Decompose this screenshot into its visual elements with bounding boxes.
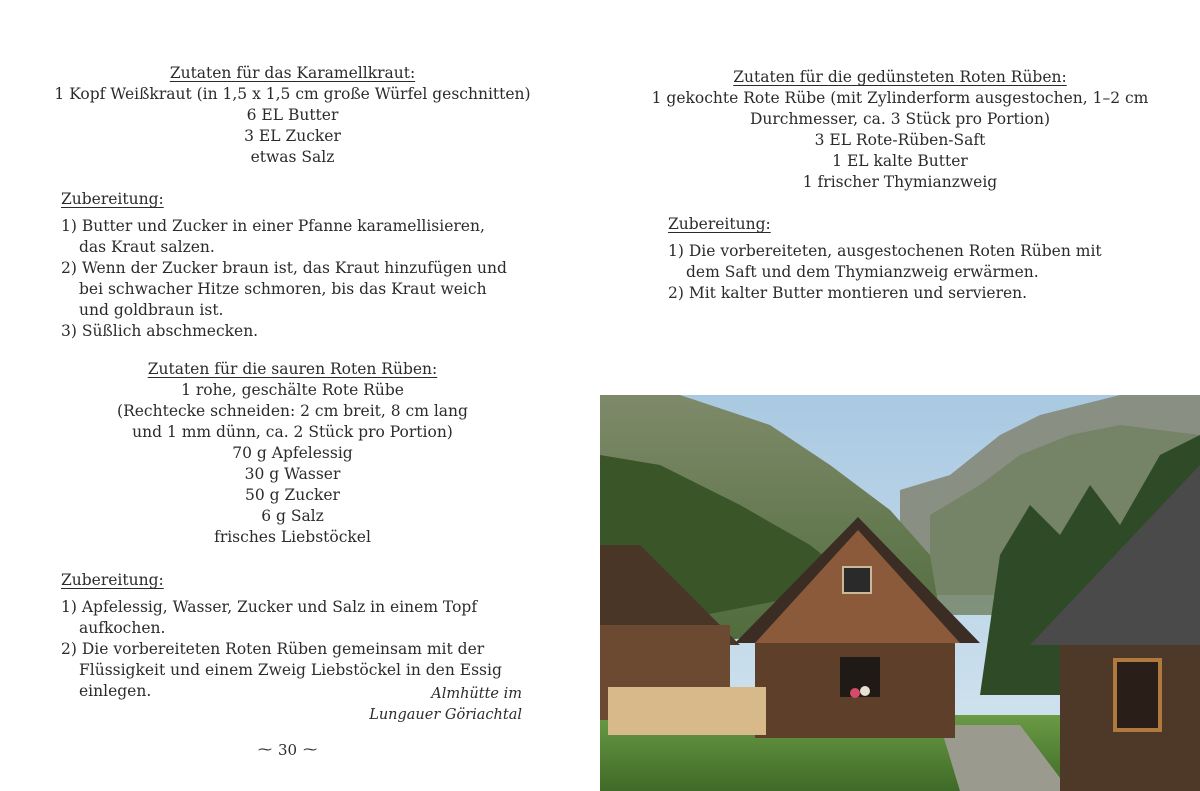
ingredient-line: 3 EL Rote-Rüben-Saft xyxy=(814,131,986,149)
ingredient-line: 1 rohe, geschälte Rote Rübe xyxy=(181,381,404,399)
step-item: 1) Butter und Zucker in einer Pfanne karamellisieren, das Kraut salzen. xyxy=(61,217,485,256)
step-item: 2) Wenn der Zucker braun ist, das Kraut hinzufügen und bei schwacher Hitze schmoren, bis das Kraut weich und goldbraun ist. xyxy=(61,259,507,319)
ornament-left-icon: ⁓ xyxy=(258,742,272,758)
ingredient-line: 6 EL Butter xyxy=(246,106,339,124)
photo-caption xyxy=(369,684,522,726)
photo-illustration xyxy=(600,395,1200,791)
ingredient-line: frisches Liebstöckel xyxy=(214,528,371,546)
gedunstet-ingredients xyxy=(640,66,1160,193)
ingredient-line: 1 Kopf Weißkraut (in 1,5 x 1,5 cm große Würfel geschnitten) xyxy=(54,85,531,103)
zubereitung-gedunstet xyxy=(668,214,1138,304)
ingredient-line: 1 gekochte Rote Rübe (mit Zylinderform ausgestochen, 1–2 cm xyxy=(651,89,1149,107)
ingredient-line: 3 EL Zucker xyxy=(244,127,341,145)
ingredient-line: (Rechtecke schneiden: 2 cm breit, 8 cm lang xyxy=(117,402,468,420)
sauer-heading: Zutaten für die sauren Roten Rüben: xyxy=(147,360,438,378)
zubereitung-heading: Zubereitung: xyxy=(668,215,771,233)
right-hut-window xyxy=(1115,660,1160,730)
step-item: 3) Süßlich abschmecken. xyxy=(61,322,259,340)
step-item: 1) Apfelessig, Wasser, Zucker und Salz in einem Topf aufkochen. xyxy=(61,598,478,637)
karamell-heading: Zutaten für das Karamellkraut: xyxy=(169,64,416,82)
step-item: 2) Mit kalter Butter montieren und servieren. xyxy=(668,284,1028,302)
gedunstet-heading: Zutaten für die gedünsteten Roten Rüben: xyxy=(733,68,1067,86)
alpine-hut-photo xyxy=(600,395,1200,791)
wooden-fence xyxy=(608,687,766,735)
ingredient-line: 30 g Wasser xyxy=(244,465,341,483)
gable-window xyxy=(843,567,871,593)
zubereitung-karamell xyxy=(61,189,511,342)
ingredient-line: Durchmesser, ca. 3 Stück pro Portion) xyxy=(749,110,1051,128)
page-number-value: 30 xyxy=(278,741,298,759)
ingredient-line: etwas Salz xyxy=(250,148,335,166)
caption-line: Lungauer Göriachtal xyxy=(369,707,522,723)
ingredient-line: 6 g Salz xyxy=(261,507,324,525)
ingredient-line: 1 frischer Thymianzweig xyxy=(802,173,998,191)
step-item: 2) Die vorbereiteten Roten Rüben gemeinsam mit der Flüssigkeit und einem Zweig Liebstöckel in den Essig einlegen. xyxy=(61,640,502,700)
page-number xyxy=(258,741,317,759)
flowers xyxy=(850,688,860,698)
zubereitung-sauer xyxy=(61,570,526,702)
sauer-ingredients xyxy=(40,358,545,548)
karamell-ingredients xyxy=(40,62,545,168)
steps-list xyxy=(61,216,511,342)
steps-list xyxy=(668,241,1138,304)
ingredient-line: 50 g Zucker xyxy=(245,486,340,504)
zubereitung-heading: Zubereitung: xyxy=(61,190,164,208)
caption-line: Almhütte im xyxy=(431,686,522,702)
step-item: 1) Die vorbereiteten, ausgestochenen Roten Rüben mit dem Saft und dem Thymianzweig erwärmen. xyxy=(668,242,1102,281)
flowers xyxy=(860,686,870,696)
ingredient-line: und 1 mm dünn, ca. 2 Stück pro Portion) xyxy=(132,423,453,441)
ingredient-line: 70 g Apfelessig xyxy=(232,444,353,462)
zubereitung-heading: Zubereitung: xyxy=(61,571,164,589)
ingredient-line: 1 EL kalte Butter xyxy=(832,152,968,170)
ornament-right-icon: ⁓ xyxy=(303,742,318,758)
